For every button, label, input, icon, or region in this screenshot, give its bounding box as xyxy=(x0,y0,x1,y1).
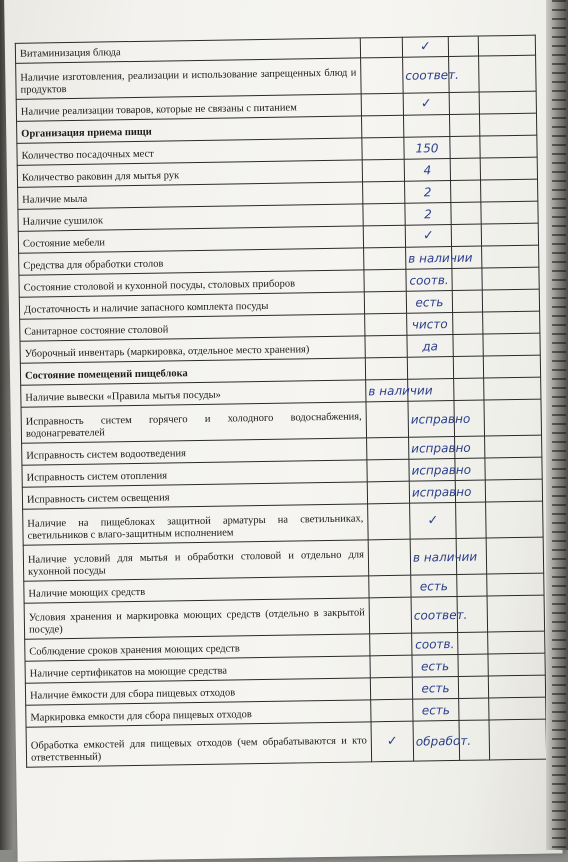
binder-edge xyxy=(546,0,568,850)
criterion-label: Достаточность и наличие запасного комплекта посуды xyxy=(19,292,364,319)
section-heading: Состояние помещений пищеблока xyxy=(20,358,365,385)
empty-cell xyxy=(369,597,412,634)
empty-cell xyxy=(483,333,540,356)
empty-cell xyxy=(488,675,545,698)
empty-cell xyxy=(482,245,539,268)
criterion-label: Наличие условий для мытья и обработки столовой и отдельно для кухонной посуды xyxy=(23,540,369,581)
empty-cell xyxy=(458,654,488,676)
criterion-label: Условия хранения и маркировка моющих средств (отдельно в закрытой посуде) xyxy=(24,598,370,639)
empty-cell xyxy=(486,501,544,538)
inspection-table xyxy=(15,35,547,768)
empty-cell xyxy=(364,291,406,314)
empty-cell xyxy=(482,289,539,312)
handwritten-entry: соответ. xyxy=(403,57,450,94)
empty-cell xyxy=(369,575,411,598)
handwritten-entry: 4 xyxy=(404,159,450,182)
criterion-label: Исправность систем водоотведения xyxy=(22,438,367,465)
handwritten-entry: исправно xyxy=(408,400,455,437)
criterion-label: Наличие реализации товаров, которые не связаны с питанием xyxy=(16,94,361,121)
empty-cell xyxy=(458,632,488,654)
criterion-label: Витаминизация блюда xyxy=(15,38,360,63)
empty-cell xyxy=(367,437,409,460)
empty-cell xyxy=(365,357,407,380)
empty-cell xyxy=(488,631,545,654)
empty-cell xyxy=(484,377,541,400)
empty-cell xyxy=(449,92,479,114)
empty-cell xyxy=(361,93,403,116)
empty-cell xyxy=(485,435,542,458)
handwritten-entry: соотв. xyxy=(412,632,458,655)
handwritten-entry: исправно xyxy=(409,436,455,459)
empty-cell xyxy=(361,115,403,138)
criterion-label: Количество посадочных мест xyxy=(17,138,362,165)
criterion-label: Наличие на пищеблоках защитной арматуры на светильниках, светильников с влаго-защитным исполнением xyxy=(23,504,369,545)
empty-cell xyxy=(448,36,478,56)
empty-cell xyxy=(407,356,453,379)
empty-cell xyxy=(363,225,405,248)
handwritten-entry: 2 xyxy=(405,203,451,226)
inspection-form-sheet xyxy=(4,0,563,862)
empty-cell xyxy=(368,539,411,576)
handwritten-entry: есть xyxy=(406,290,452,313)
empty-cell xyxy=(365,335,407,358)
handwritten-entry: чисто xyxy=(407,312,453,335)
empty-cell xyxy=(403,115,449,138)
handwritten-entry: в наличии xyxy=(410,538,457,575)
empty-cell xyxy=(479,113,536,136)
handwritten-entry: ✓ xyxy=(410,502,457,539)
empty-cell xyxy=(363,181,405,204)
criterion-label: Средства для обработки столов xyxy=(19,248,364,275)
empty-cell xyxy=(452,268,482,290)
empty-cell xyxy=(453,334,483,356)
criterion-label: Исправность систем горячего и холодного водоснабжения, водонагревателей xyxy=(21,402,367,443)
criterion-label: Состояние мебели xyxy=(18,226,363,253)
empty-cell xyxy=(451,202,481,224)
empty-cell xyxy=(370,655,412,678)
handwritten-entry: есть xyxy=(411,574,457,597)
empty-cell xyxy=(482,267,539,290)
handwritten-entry: 150 xyxy=(404,137,450,160)
criterion-label: Санитарное состояние столовой xyxy=(20,314,365,341)
criterion-label: Наличие изготовления, реализации и использование запрещенных блюд и продуктов xyxy=(16,58,362,99)
criterion-label: Наличие мыла xyxy=(18,182,363,209)
handwritten-entry: в наличии xyxy=(406,247,452,270)
criterion-label: Наличие сушилок xyxy=(18,204,363,231)
empty-cell xyxy=(454,378,484,400)
handwritten-entry: есть xyxy=(413,698,459,721)
empty-cell xyxy=(362,159,404,182)
empty-cell xyxy=(481,201,538,224)
empty-cell xyxy=(479,91,536,114)
empty-cell xyxy=(481,223,538,246)
empty-cell xyxy=(449,114,479,136)
empty-cell xyxy=(488,653,545,676)
handwritten-entry: ✓ xyxy=(402,37,448,58)
empty-cell xyxy=(453,356,483,378)
empty-cell xyxy=(458,676,488,698)
empty-cell xyxy=(480,135,537,158)
empty-cell xyxy=(456,502,487,538)
empty-cell xyxy=(364,269,406,292)
empty-cell xyxy=(370,633,412,656)
empty-cell xyxy=(366,401,409,438)
handwritten-entry: есть xyxy=(412,676,458,699)
criterion-label: Наличие сертификатов на моющие средства xyxy=(25,656,370,683)
empty-cell xyxy=(483,355,540,378)
empty-cell xyxy=(367,481,409,504)
criterion-label: Уборочный инвентарь (маркировка, отдельное место хранения) xyxy=(20,336,365,363)
handwritten-entry: ✓ xyxy=(403,93,449,116)
empty-cell xyxy=(363,203,405,226)
criterion-label: Наличие вывески «Правила мытья посуды» xyxy=(21,380,366,407)
empty-cell xyxy=(367,459,409,482)
empty-cell xyxy=(365,313,407,336)
empty-cell xyxy=(486,537,544,574)
empty-cell xyxy=(480,157,537,180)
handwritten-entry: исправно xyxy=(409,458,455,481)
handwritten-entry: ✓ xyxy=(405,225,451,248)
handwritten-entry: соответ. xyxy=(411,596,458,633)
handwritten-entry: есть xyxy=(412,654,458,677)
handwritten-entry: соотв. xyxy=(406,268,452,291)
empty-cell xyxy=(361,57,404,94)
empty-cell xyxy=(487,573,544,596)
empty-cell xyxy=(459,698,489,720)
criterion-label: Соблюдение сроков хранения моющих средств xyxy=(25,634,370,661)
empty-cell xyxy=(362,137,404,160)
inspection-table-body xyxy=(15,35,546,767)
empty-cell xyxy=(370,677,412,700)
empty-cell xyxy=(450,158,480,180)
empty-cell xyxy=(485,457,542,480)
handwritten-entry: в наличии xyxy=(366,379,408,402)
empty-cell xyxy=(371,699,413,722)
handwritten-entry: исправно xyxy=(409,480,455,503)
criterion-label: Состояние столовой и кухонной посуды, столовых приборов xyxy=(19,270,364,297)
handwritten-entry: да xyxy=(407,334,453,357)
empty-cell xyxy=(489,697,546,720)
empty-cell xyxy=(364,247,406,270)
table-row xyxy=(26,719,547,767)
empty-cell xyxy=(479,55,537,92)
empty-cell xyxy=(451,224,481,246)
empty-cell xyxy=(457,574,487,596)
empty-cell xyxy=(481,179,538,202)
empty-cell xyxy=(478,35,535,56)
handwritten-check: ✓ xyxy=(371,721,414,762)
empty-cell xyxy=(485,479,542,502)
criterion-label: Количество раковин для мытья рук xyxy=(17,160,362,187)
criterion-label: Маркировка емкости для сбора пищевых отходов xyxy=(26,700,371,727)
criterion-label: Обработка емкостей для пищевых отходов (чем обрабатываются и кто ответственный) xyxy=(26,722,372,767)
section-heading: Организация приема пищи xyxy=(17,116,362,143)
criterion-label: Исправность систем отопления xyxy=(22,460,367,487)
empty-cell xyxy=(453,312,483,334)
empty-cell xyxy=(450,136,480,158)
empty-cell xyxy=(360,37,402,58)
handwritten-entry: 2 xyxy=(405,181,451,204)
empty-cell xyxy=(368,503,411,540)
criterion-label: Наличие моющих средств xyxy=(24,576,369,603)
handwritten-entry: обработ. xyxy=(413,720,460,761)
empty-cell xyxy=(451,180,481,202)
criterion-label: Исправность систем освещения xyxy=(22,482,367,509)
empty-cell xyxy=(489,719,547,760)
criterion-label: Наличие ёмкости для сбора пищевых отходов xyxy=(25,678,370,705)
empty-cell xyxy=(487,595,545,632)
empty-cell xyxy=(484,399,542,436)
empty-cell xyxy=(483,311,540,334)
empty-cell xyxy=(452,290,482,312)
